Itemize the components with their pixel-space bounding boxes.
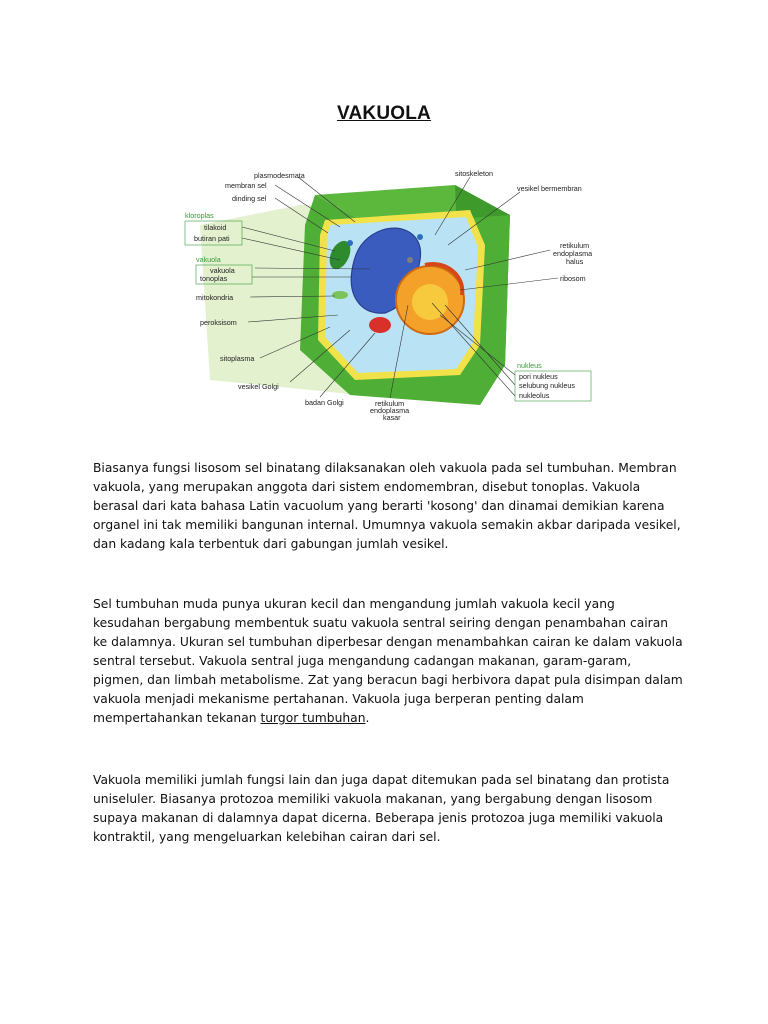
vesicle xyxy=(347,240,353,246)
label-plasmodesmata: plasmodesmata xyxy=(254,171,305,180)
label-retikulum-kasar-1: retikulum xyxy=(375,399,405,408)
vesicle xyxy=(417,234,423,240)
label-vakuola: vakuola xyxy=(210,266,235,275)
label-kloroplas-group: kloroplas xyxy=(185,211,214,220)
label-dinding-sel: dinding sel xyxy=(232,194,267,203)
label-tonoplas: tonoplas xyxy=(200,274,228,283)
label-vesikel-bermembran: vesikel bermembran xyxy=(517,184,582,193)
label-butiran-pati: butiran pati xyxy=(194,234,230,243)
label-selubung-nukleus: selubung nukleus xyxy=(519,381,575,390)
plant-cell-diagram xyxy=(180,165,600,425)
label-vakuola-group: vakuola xyxy=(196,255,221,264)
page-title: VAKUOLA xyxy=(337,102,431,124)
label-peroksisom: peroksisom xyxy=(200,318,237,327)
label-retikulum-halus-1: retikulum xyxy=(560,241,590,250)
turgor-tumbuhan-link[interactable]: turgor tumbuhan xyxy=(260,711,366,726)
label-badan-golgi: badan Golgi xyxy=(305,398,344,407)
label-nukleus-group: nukleus xyxy=(517,361,542,370)
label-retikulum-kasar-2: endoplasma xyxy=(370,406,410,415)
paragraph-2-text: Sel tumbuhan muda punya ukuran kecil dan mengandung jumlah vakuola kecil yang kesudahan bergabung membentuk suatu vakuola sentral seiring dengan penambahan cairan ke dalamnya. Ukuran sel tumbuhan diperbesar dengan menambahkan cairan ke dalam vakuola sentral tersebut. Vakuola sentral juga mengandung cadangan makanan, garam-garam, pigmen, dan limbah metabolisme. Zat yang beracun bagi herbivora dapat pula disimpan dalam vakuola menjadi mekanisme pertahanan. Vakuola juga berperan penting dalam mempertahankan tekanan xyxy=(93,597,683,726)
label-tilakoid: tilakoid xyxy=(204,223,227,232)
label-retikulum-halus-2: endoplasma xyxy=(553,249,593,258)
label-mitokondria: mitokondria xyxy=(196,293,234,302)
label-retikulum-halus-3: halus xyxy=(566,257,584,266)
label-pori-nukleus: pori nukleus xyxy=(519,372,558,381)
label-retikulum-kasar-3: kasar xyxy=(383,413,401,422)
paragraph-3: Vakuola memiliki jumlah fungsi lain dan juga dapat ditemukan pada sel binatang dan protista uniseluler. Biasanya protozoa memiliki vakuola makanan, yang bergabung dengan lisosom supaya makanan di dalamnya dapat dicerna. Beberapa jenis protozoa juga memiliki vakuola kontraktil, yang mengeluarkan kelebihan cairan dari sel. xyxy=(93,773,670,845)
plant-cell-illustration xyxy=(180,165,600,425)
golgi-apparatus xyxy=(369,317,391,333)
paragraph-2 xyxy=(93,595,683,728)
paragraph-1: Biasanya fungsi lisosom sel binatang dilaksanakan oleh vakuola pada sel tumbuhan. Membran vakuola, yang merupakan anggota dari sistem endomembran, disebut tonoplas. Vakuola berasal dari kata bahasa Latin vacuolum yang berarti 'kosong' dan dinamai demikian karena organel ini tak memiliki bangunan internal. Umumnya vakuola semakin akbar daripada vesikel, dan kadang kala terbentuk dari gabungan jumlah vesikel. xyxy=(93,461,681,552)
label-sitoplasma: sitoplasma xyxy=(220,354,255,363)
paragraph-2-end: . xyxy=(365,711,370,726)
label-vesikel-golgi: vesikel Golgi xyxy=(238,382,279,391)
mitochondrion xyxy=(332,291,348,299)
vesicle xyxy=(407,257,413,263)
label-nukleolus: nukleolus xyxy=(519,391,550,400)
label-ribosom: ribosom xyxy=(560,274,586,283)
label-membran-sel: membran sel xyxy=(225,181,267,190)
label-sitoskeleton: sitoskeleton xyxy=(455,169,493,178)
